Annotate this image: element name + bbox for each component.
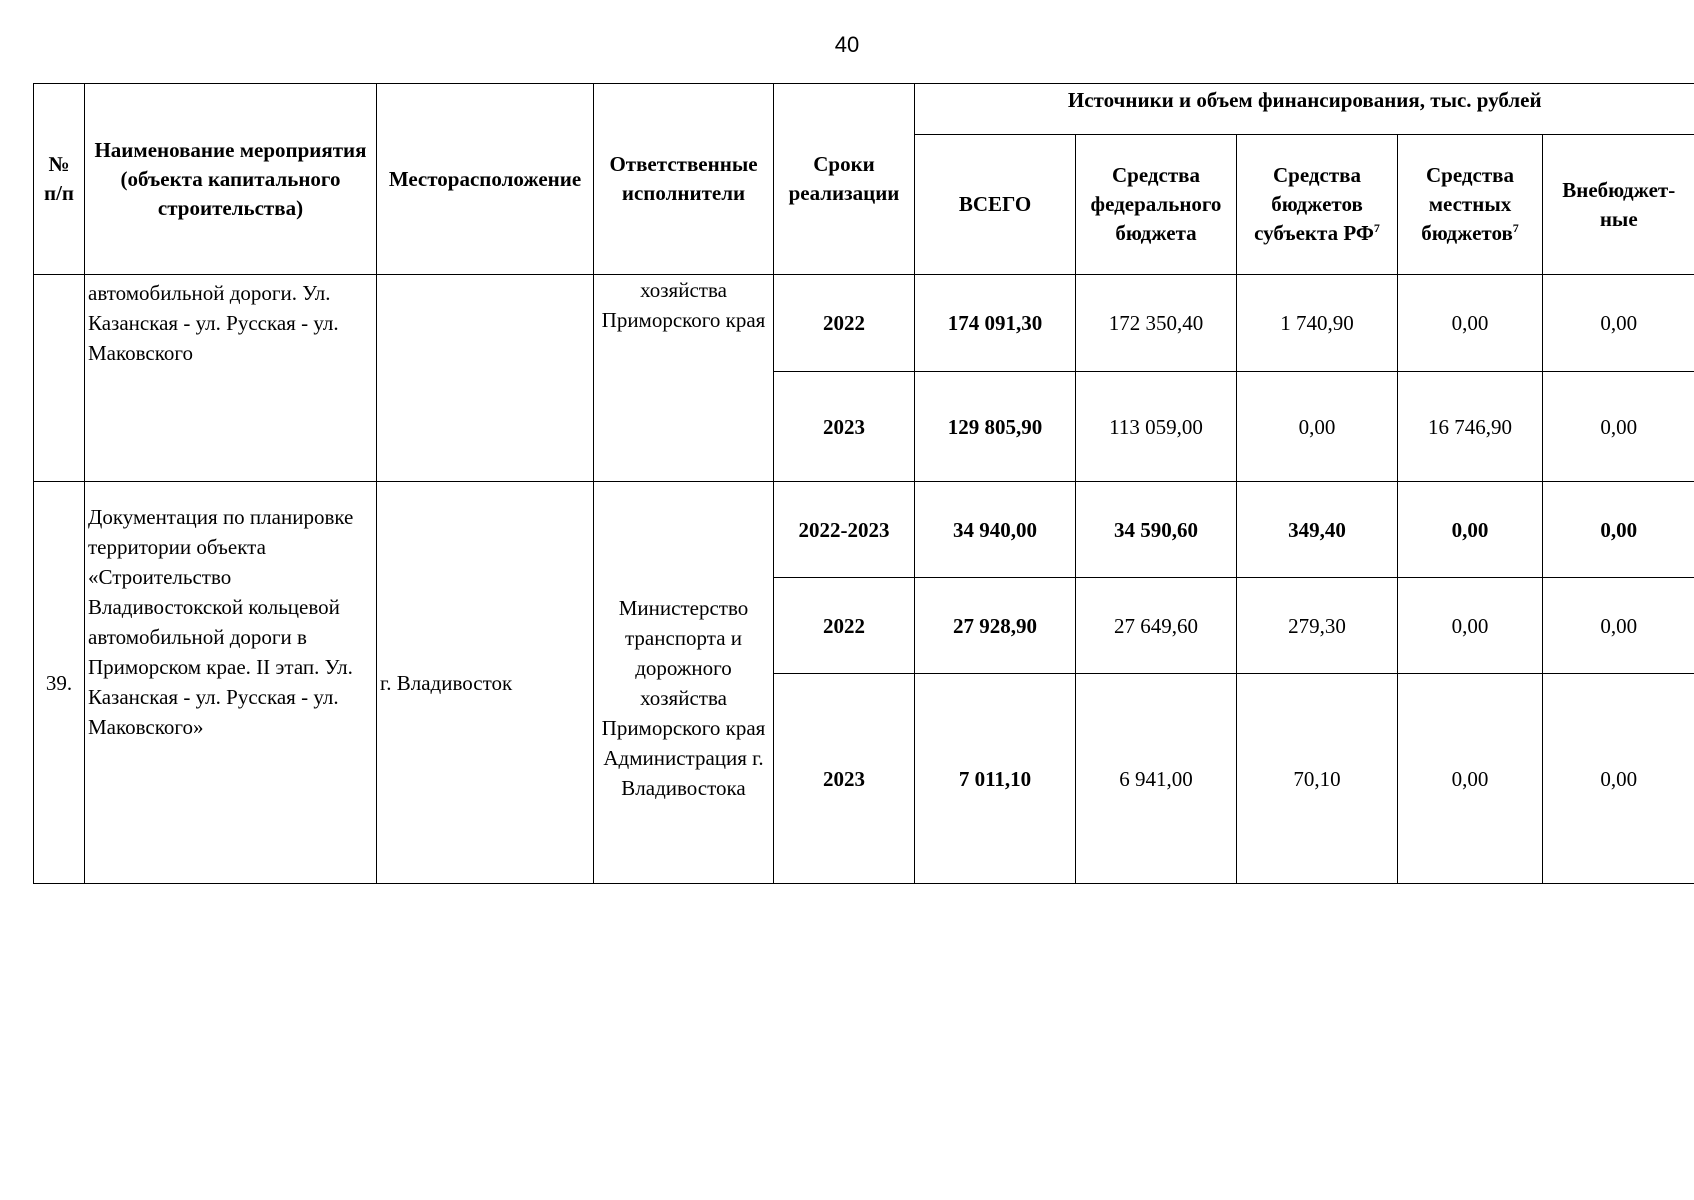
row-total: 27 928,90 [915, 578, 1076, 674]
row-federal: 6 941,00 [1076, 674, 1237, 884]
row-period: 2022 [774, 578, 915, 674]
row-period: 2022-2023 [774, 482, 915, 578]
row-federal: 27 649,60 [1076, 578, 1237, 674]
cont-name: автомобильной дороги. Ул. Казанская - ул. Русская - ул. Маковского [85, 275, 377, 482]
row-regional: 279,30 [1237, 578, 1398, 674]
header-name: Наименование мероприятия (объекта капитального строительства) [85, 84, 377, 275]
row-extra: 0,00 [1543, 578, 1694, 674]
row-total: 7 011,10 [915, 674, 1076, 884]
row-period: 2023 [774, 674, 915, 884]
funding-table [33, 83, 1694, 884]
row-executors: Министерство транспорта и дорожного хозяйства Приморского края Администрация г. Владивостока [594, 482, 774, 884]
table-row [34, 482, 1694, 578]
cont-regional: 1 740,90 [1237, 275, 1398, 372]
cont-total: 174 091,30 [915, 275, 1076, 372]
cont-period: 2023 [774, 372, 915, 482]
row-local: 0,00 [1398, 482, 1543, 578]
cont-total: 129 805,90 [915, 372, 1076, 482]
header-regional [1237, 135, 1398, 275]
table-row [34, 275, 1694, 372]
header-period: Сроки реализации [774, 84, 915, 275]
cont-extra: 0,00 [1543, 275, 1694, 372]
cont-regional: 0,00 [1237, 372, 1398, 482]
cont-num [34, 275, 85, 482]
header-location: Месторасположение [377, 84, 594, 275]
row-extra: 0,00 [1543, 674, 1694, 884]
header-executors: Ответственные исполнители [594, 84, 774, 275]
row-regional: 70,10 [1237, 674, 1398, 884]
row-num: 39. [34, 482, 85, 884]
cont-executors: хозяйства Приморского края [594, 275, 774, 482]
cont-extra: 0,00 [1543, 372, 1694, 482]
row-local: 0,00 [1398, 674, 1543, 884]
header-local-note: 7 [1512, 221, 1519, 235]
cont-period: 2022 [774, 275, 915, 372]
header-federal: Средства федерального бюджета [1076, 135, 1237, 275]
cont-federal: 172 350,40 [1076, 275, 1237, 372]
header-funding-group: Источники и объем финансирования, тыс. рублей [915, 84, 1694, 135]
row-federal: 34 590,60 [1076, 482, 1237, 578]
row-total: 34 940,00 [915, 482, 1076, 578]
row-location: г. Владивосток [377, 482, 594, 884]
row-extra: 0,00 [1543, 482, 1694, 578]
header-local [1398, 135, 1543, 275]
header-total: ВСЕГО [915, 135, 1076, 275]
row-local: 0,00 [1398, 578, 1543, 674]
row-name: Документация по планировке территории объекта «Строительство Владивостокской кольцевой автомобильной дороги в Приморском крае. II этап. Ул. Казанская - ул. Русская - ул. Маковского» [85, 482, 377, 884]
page-number: 40 [834, 32, 860, 57]
cont-local: 16 746,90 [1398, 372, 1543, 482]
header-regional-text: Средства бюджетов субъекта РФ [1254, 163, 1374, 245]
cont-federal: 113 059,00 [1076, 372, 1237, 482]
row-regional: 349,40 [1237, 482, 1398, 578]
cont-local: 0,00 [1398, 275, 1543, 372]
header-extra: Внебюджет-ные [1543, 135, 1694, 275]
header-regional-note: 7 [1373, 221, 1380, 235]
cont-location [377, 275, 594, 482]
header-local-text: Средства местных бюджетов [1421, 163, 1514, 245]
header-num: № п/п [34, 84, 85, 275]
